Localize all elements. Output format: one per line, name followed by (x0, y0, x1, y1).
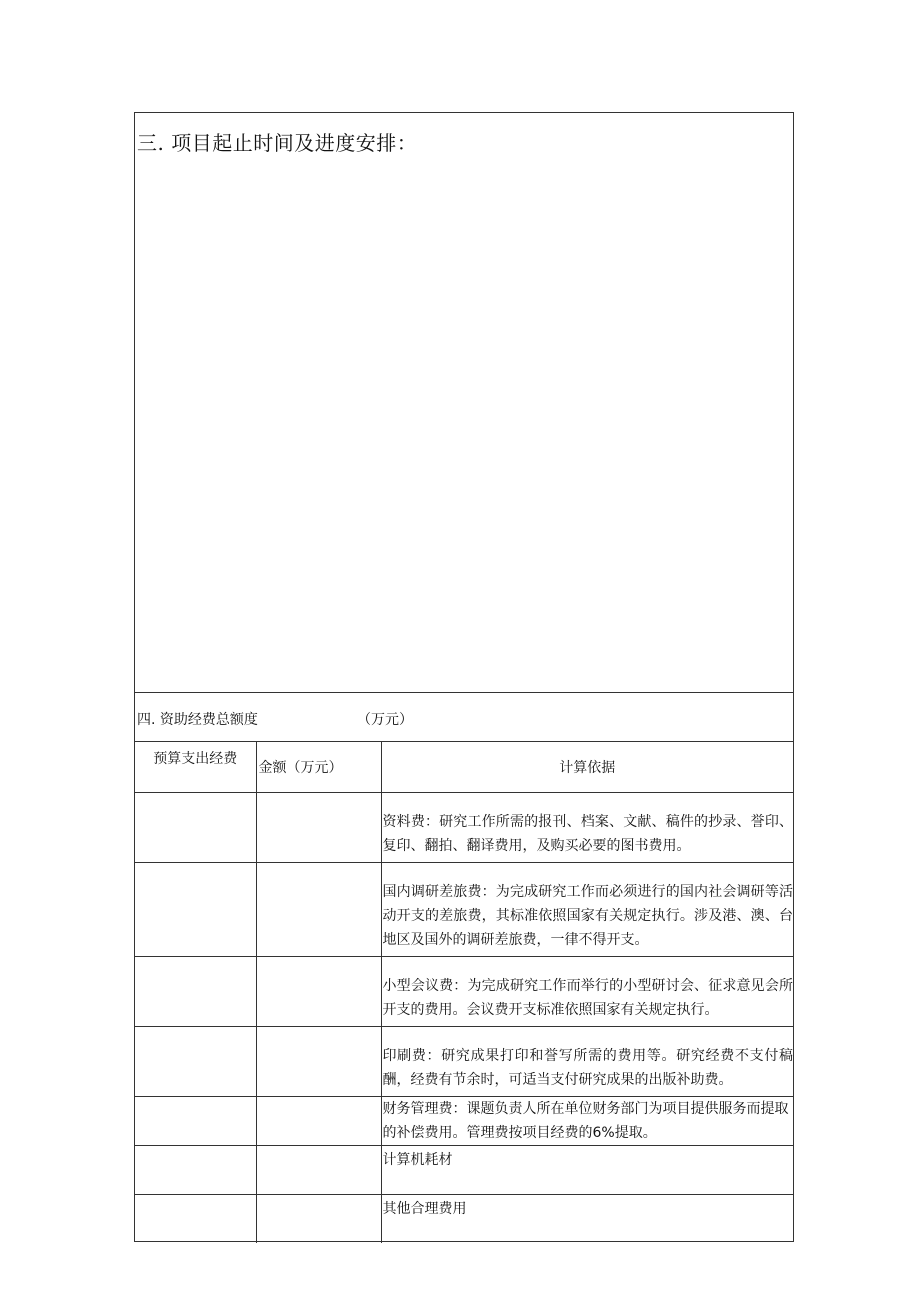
budget-row-meeting (135, 956, 793, 1026)
materials-basis-cell: 资料费：研究工作所需的报刊、档案、文献、稿件的抄录、誉印、复印、翻拍、翻译费用，及购买必要的图书费用。 (381, 792, 793, 862)
management-basis-cell: 财务管理费：课题负责人所在单位财务部门为项目提供服务而提取的补偿费用。管理费按项目经费的6%提取。 (381, 1096, 793, 1145)
funding-total-label: 四. 资助经费总额度 (137, 712, 258, 728)
travel-item-cell[interactable] (135, 862, 256, 956)
computer-basis-cell: 计算机耗材 (381, 1145, 793, 1194)
header-basis: 计算依据 (381, 742, 793, 792)
budget-row-materials (135, 792, 793, 862)
header-budget-item: 预算支出经费 (135, 742, 256, 792)
printing-basis-cell: 印刷费：研究成果打印和誉写所需的费用等。研究经费不支付稿酬，经费有节余时，可适当支付研究成果的出版补助费。 (381, 1026, 793, 1096)
materials-item-cell[interactable] (135, 792, 256, 862)
printing-item-cell[interactable] (135, 1026, 256, 1096)
other-amount-cell[interactable] (256, 1194, 381, 1243)
materials-amount-cell[interactable] (256, 792, 381, 862)
budget-table (135, 742, 793, 1243)
budget-row-printing (135, 1026, 793, 1096)
management-amount-cell[interactable] (256, 1096, 381, 1145)
travel-amount-cell[interactable] (256, 862, 381, 956)
header-amount: 金额（万元） (256, 742, 381, 792)
meeting-item-cell[interactable] (135, 956, 256, 1026)
funding-total-unit: （万元） (357, 712, 413, 728)
budget-row-travel (135, 862, 793, 956)
meeting-amount-cell[interactable] (256, 956, 381, 1026)
budget-row-management (135, 1096, 793, 1145)
meeting-basis-cell: 小型会议费：为完成研究工作而举行的小型研讨会、征求意见会所开支的费用。会议费开支标准依照国家有关规定执行。 (381, 956, 793, 1026)
other-item-cell[interactable] (135, 1194, 256, 1243)
other-basis-cell: 其他合理费用 (381, 1194, 793, 1243)
application-form (134, 112, 794, 1242)
printing-amount-cell[interactable] (256, 1026, 381, 1096)
schedule-section-title: 三. 项目起止时间及进度安排： (137, 131, 418, 155)
budget-row-computer (135, 1145, 793, 1194)
computer-item-cell[interactable] (135, 1145, 256, 1194)
budget-header-row (135, 742, 793, 792)
management-item-cell[interactable] (135, 1096, 256, 1145)
travel-basis-cell: 国内调研差旅费：为完成研究工作而必须进行的国内社会调研等活动开支的差旅费，其标准依照国家有关规定执行。涉及港、澳、台地区及国外的调研差旅费，一律不得开支。 (381, 862, 793, 956)
funding-total-section (135, 693, 793, 742)
budget-row-other (135, 1194, 793, 1243)
schedule-section (135, 113, 793, 693)
computer-amount-cell[interactable] (256, 1145, 381, 1194)
